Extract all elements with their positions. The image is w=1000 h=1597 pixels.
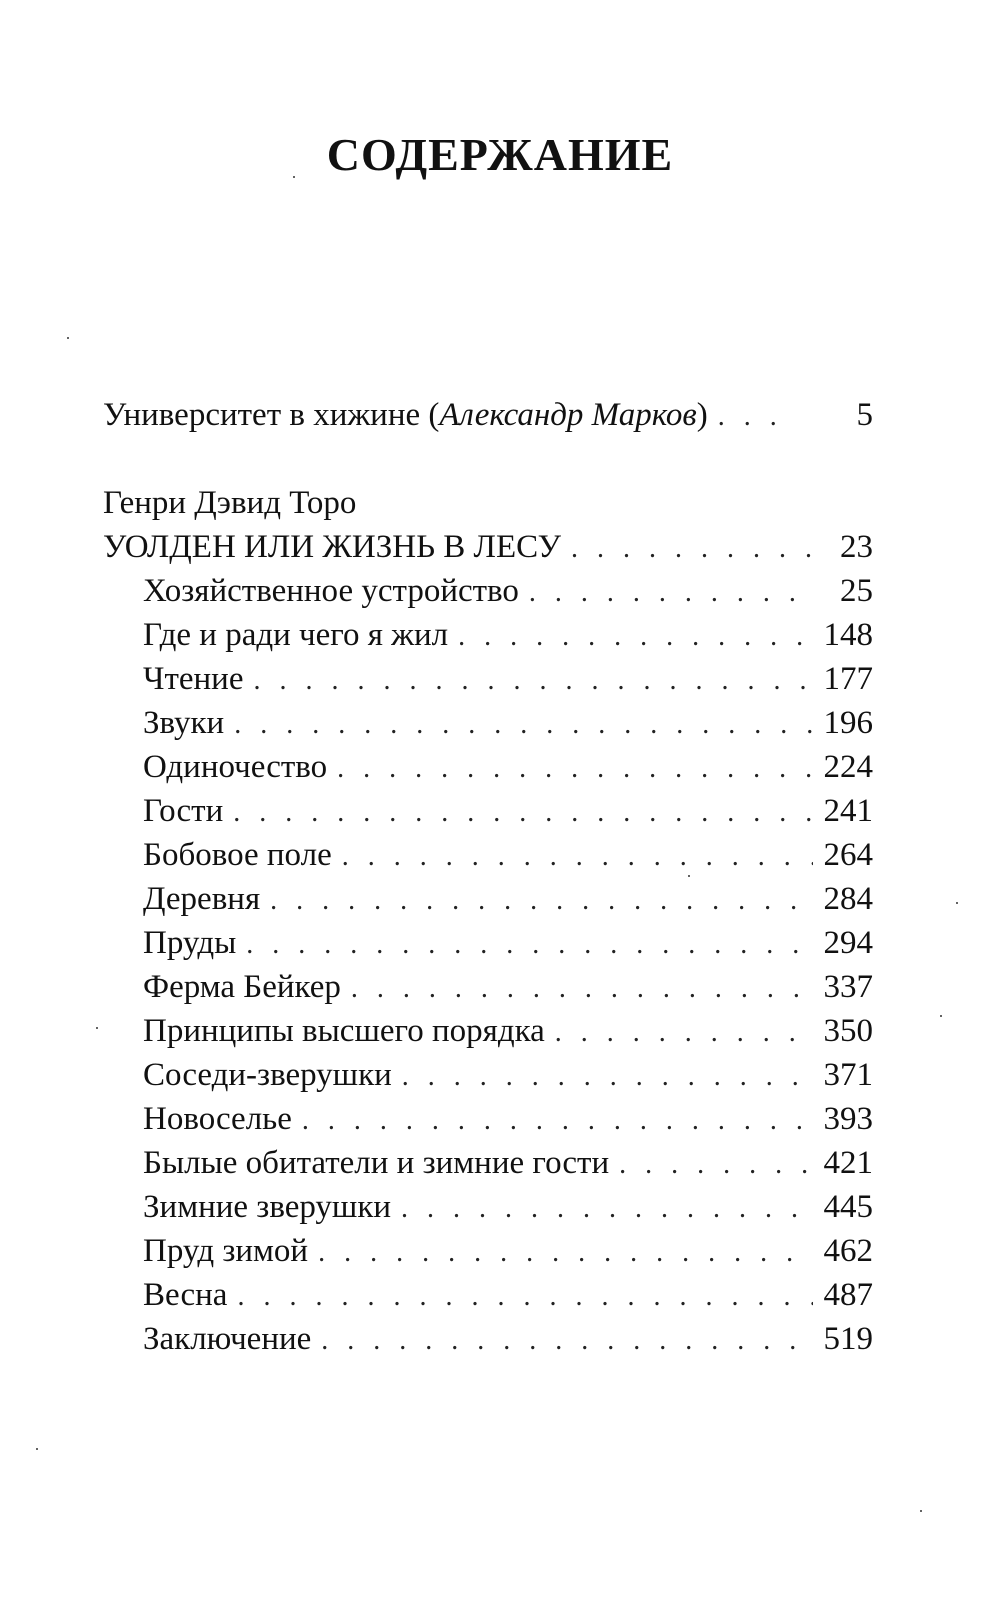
dot-leader <box>619 1143 813 1187</box>
scan-speck <box>36 1448 38 1450</box>
toc-entry-chapter <box>103 833 873 877</box>
dot-leader <box>401 1187 813 1231</box>
page-title: СОДЕРЖАНИЕ <box>326 129 674 180</box>
toc-entry-title: Заключение <box>143 1321 312 1357</box>
toc-entry-chapter <box>103 745 873 789</box>
toc-entry-page: 148 <box>823 617 873 653</box>
dot-leader <box>246 923 813 967</box>
toc-entry-page: 393 <box>823 1101 873 1137</box>
author-name: Генри Дэвид Торо <box>103 485 357 521</box>
dot-leader <box>402 1055 813 1099</box>
table-of-contents <box>103 393 873 1361</box>
toc-entry-page: 350 <box>823 1013 873 1049</box>
scan-speck <box>67 337 69 339</box>
toc-entry-chapter <box>103 657 873 701</box>
toc-entry-chapter <box>103 921 873 965</box>
scan-speck <box>940 1015 942 1017</box>
toc-entry-title: Одиночество <box>143 749 328 785</box>
toc-entry-page: 196 <box>823 705 873 741</box>
chapter-list <box>103 569 873 1361</box>
toc-entry-page: 224 <box>823 749 873 785</box>
dot-leader <box>318 1231 813 1275</box>
toc-entry-title: Хозяйственное устройство <box>143 573 519 609</box>
toc-entry-title: Чтение <box>143 661 244 697</box>
scan-speck <box>920 1510 922 1512</box>
toc-entry-chapter <box>103 1053 873 1097</box>
toc-entry-title: Где и ради чего я жил <box>143 617 449 653</box>
toc-entry-chapter <box>103 1185 873 1229</box>
dot-leader <box>571 527 813 571</box>
toc-entry-chapter <box>103 1273 873 1317</box>
scan-speck <box>956 902 958 904</box>
dot-leader <box>237 1275 813 1319</box>
toc-entry-title: Бобовое поле <box>143 837 332 873</box>
dot-leader <box>342 835 813 879</box>
toc-entry-page: 487 <box>823 1277 873 1313</box>
intro-title-suffix: ) <box>696 397 708 433</box>
toc-entry-page: 294 <box>823 925 873 961</box>
dot-leader <box>270 879 813 923</box>
toc-entry-page: 264 <box>823 837 873 873</box>
intro-author: Александр Марков <box>439 397 697 433</box>
dot-leader <box>337 747 813 791</box>
toc-entry-page: 177 <box>823 661 873 697</box>
toc-entry-chapter <box>103 1141 873 1185</box>
scan-speck <box>96 1027 98 1029</box>
toc-entry-title: Принципы высшего порядка <box>143 1013 545 1049</box>
dot-leader <box>253 659 813 703</box>
toc-entry-title: Ферма Бейкер <box>143 969 341 1005</box>
toc-entry-intro <box>103 393 873 437</box>
dot-leader <box>529 571 813 615</box>
toc-entry-page: 25 <box>840 573 873 609</box>
toc-entry-title: Весна <box>143 1277 228 1313</box>
dot-leader <box>233 791 813 835</box>
toc-entry-title: Пруд зимой <box>143 1233 309 1269</box>
toc-entry-title: Пруды <box>143 925 237 961</box>
toc-entry-chapter <box>103 789 873 833</box>
toc-entry-title: Былые обитатели и зимние гости <box>143 1145 610 1181</box>
toc-entry-title: Соседи-зверушки <box>143 1057 392 1093</box>
toc-entry-page: 445 <box>823 1189 873 1225</box>
toc-entry-chapter <box>103 1229 873 1273</box>
toc-entry-title: Деревня <box>143 881 261 917</box>
dot-leader <box>302 1099 813 1143</box>
toc-entry-title: Звуки <box>143 705 225 741</box>
toc-entry-chapter <box>103 569 873 613</box>
toc-entry-page: 241 <box>823 793 873 829</box>
toc-entry-page: 421 <box>823 1145 873 1181</box>
toc-entry-page: 23 <box>840 529 873 565</box>
toc-entry-chapter <box>103 1009 873 1053</box>
dot-leader <box>555 1011 813 1055</box>
toc-entry-chapter <box>103 965 873 1009</box>
toc-entry-page: 519 <box>823 1321 873 1357</box>
scan-speck <box>293 176 295 178</box>
toc-entry-chapter <box>103 1097 873 1141</box>
dot-leader <box>321 1319 813 1363</box>
toc-entry-chapter <box>103 701 873 745</box>
toc-entry-chapter <box>103 1317 873 1361</box>
toc-entry-page: 371 <box>823 1057 873 1093</box>
toc-entry-page: 5 <box>856 397 873 433</box>
dot-leader <box>234 703 813 747</box>
toc-entry-book <box>103 525 873 569</box>
toc-entry-title <box>103 393 708 437</box>
toc-entry-title: Зимние зверушки <box>143 1189 392 1225</box>
intro-title-prefix: Университет в хижине ( <box>103 397 440 433</box>
toc-entry-page: 284 <box>823 881 873 917</box>
scan-speck <box>688 875 690 877</box>
toc-entry-title: УОЛДЕН ИЛИ ЖИЗНЬ В ЛЕСУ <box>103 529 562 565</box>
dot-leader <box>351 967 813 1011</box>
toc-entry-chapter <box>103 613 873 657</box>
dot-leader <box>718 395 778 439</box>
toc-entry-page: 462 <box>823 1233 873 1269</box>
toc-entry-title: Гости <box>143 793 224 829</box>
toc-entry-title: Новоселье <box>143 1101 292 1137</box>
dot-leader <box>458 615 813 659</box>
toc-entry-page: 337 <box>823 969 873 1005</box>
toc-entry-chapter <box>103 877 873 921</box>
